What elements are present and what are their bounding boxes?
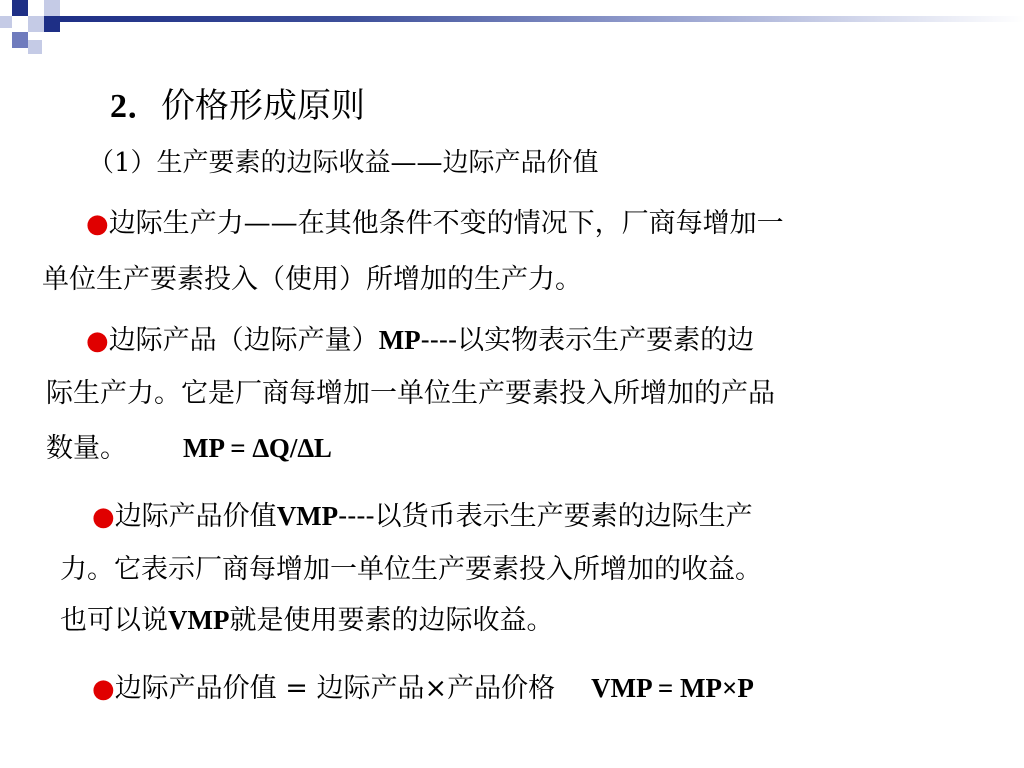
bullet-term: VMP <box>276 501 339 531</box>
deco-square <box>28 16 44 32</box>
bullet-text: 际生产力。它是厂商每增加一单位生产要素投入所增加的产品 <box>46 378 775 409</box>
deco-square <box>0 16 12 28</box>
deco-square <box>44 0 60 16</box>
slide-title <box>110 78 365 127</box>
bullet-text: 就是使用要素的边际收益。 <box>229 605 554 636</box>
bullet-text: 力。它表示厂商每增加一单位生产要素投入所增加的收益。 <box>60 554 762 585</box>
deco-square <box>12 32 28 48</box>
red-bullet-icon: ● <box>86 209 109 239</box>
formula: VMP = MP×P <box>591 673 754 703</box>
deco-square <box>28 40 42 54</box>
bullet-text: 边际生产力——在其他条件不变的情况下，厂商每增加一 <box>108 208 784 239</box>
header-gradient-bar <box>60 16 1024 22</box>
section-subheading: （1）生产要素的边际收益——边际产品价值 <box>88 148 599 178</box>
header-decoration <box>0 0 1024 60</box>
formula: MP = ∆Q/∆L <box>183 433 332 463</box>
bullet-text: 边际产品（边际产量） <box>108 325 379 356</box>
bullet-text: 边际产品价值 = 边际产品×产品价格 <box>114 673 556 704</box>
bullet-text: 单位生产要素投入（使用）所增加的生产力。 <box>42 264 582 295</box>
bullet-text: 也可以说 <box>60 605 168 636</box>
bullet-paragraph <box>46 420 332 477</box>
bullet-term: VMP <box>168 605 230 635</box>
slide-title-text: 价格形成原则 <box>161 86 365 126</box>
bullet-text: 数量。 <box>46 433 127 464</box>
red-bullet-icon: ● <box>92 674 115 704</box>
bullet-paragraph <box>92 660 754 717</box>
deco-square <box>44 16 60 32</box>
deco-square <box>12 0 28 16</box>
bullet-paragraph <box>86 312 754 369</box>
bullet-paragraph <box>92 488 753 545</box>
red-bullet-icon: ● <box>92 502 115 532</box>
bullet-text: ----以实物表示生产要素的边 <box>420 325 755 356</box>
bullet-paragraph <box>60 542 762 598</box>
bullet-paragraph <box>86 196 784 252</box>
bullet-term: MP <box>378 325 421 355</box>
bullet-text: ----以货币表示生产要素的边际生产 <box>338 501 753 532</box>
bullet-paragraph <box>60 592 553 649</box>
slide-title-number: 2． <box>110 88 161 125</box>
bullet-paragraph <box>46 366 775 422</box>
red-bullet-icon: ● <box>86 326 109 356</box>
bullet-paragraph <box>42 252 582 308</box>
bullet-text: 边际产品价值 <box>114 501 277 532</box>
